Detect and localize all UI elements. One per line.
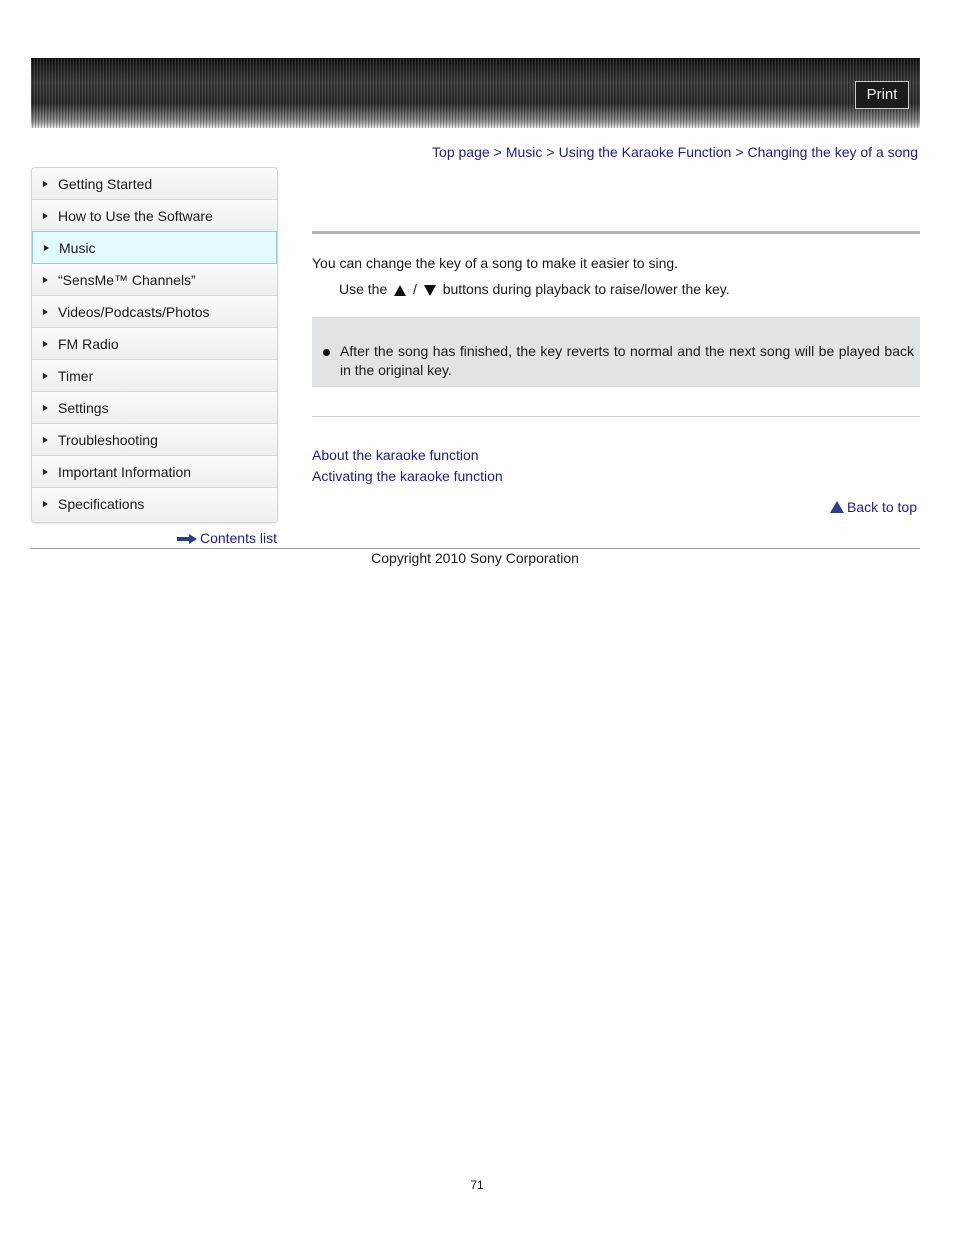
back-to-top-link[interactable] bbox=[830, 499, 917, 515]
note-text: After the song has finished, the key reverts to normal and the next song will be played back in the original key. bbox=[340, 343, 914, 378]
sidebar-item-label: Important Information bbox=[58, 464, 192, 480]
sidebar-item-settings[interactable] bbox=[32, 392, 277, 424]
chevron-right-icon bbox=[43, 309, 48, 315]
breadcrumb-karaoke-function[interactable]: Using the Karaoke Function bbox=[558, 144, 732, 160]
sidebar-item-label: Videos/Podcasts/Photos bbox=[58, 304, 210, 320]
sidebar-item-sensme-channels[interactable] bbox=[32, 264, 277, 296]
copyright-text bbox=[0, 550, 954, 566]
print-button[interactable]: Print bbox=[855, 81, 909, 109]
copyright-label: Copyright 2010 Sony Corporation bbox=[371, 550, 579, 566]
sidebar-item-fm-radio[interactable] bbox=[32, 328, 277, 360]
chevron-right-icon bbox=[43, 213, 48, 219]
sidebar-item-videos-podcasts-photos[interactable] bbox=[32, 296, 277, 328]
back-to-top-label: Back to top bbox=[846, 499, 917, 515]
chevron-right-icon bbox=[43, 469, 48, 475]
breadcrumb bbox=[432, 144, 918, 160]
sidebar-item-label: Troubleshooting bbox=[58, 432, 158, 448]
step-prefix: Use the bbox=[339, 281, 388, 297]
breadcrumb-separator: > bbox=[546, 144, 555, 160]
sidebar-item-label: Music bbox=[59, 240, 96, 256]
chevron-right-icon bbox=[44, 245, 49, 251]
related-link-about-karaoke[interactable]: About the karaoke function bbox=[312, 447, 479, 463]
footer-divider bbox=[31, 548, 920, 549]
title-divider bbox=[312, 231, 920, 234]
chevron-right-icon bbox=[43, 277, 48, 283]
sidebar-item-important-information[interactable] bbox=[32, 456, 277, 488]
down-triangle-icon bbox=[424, 285, 436, 296]
sidebar-item-music[interactable] bbox=[32, 231, 277, 264]
up-arrow-icon bbox=[830, 501, 844, 513]
arrow-right-icon bbox=[177, 534, 197, 544]
breadcrumb-separator: > bbox=[735, 144, 744, 160]
header-banner bbox=[31, 58, 920, 128]
contents-list-label: Contents list bbox=[199, 530, 277, 546]
up-triangle-icon bbox=[394, 285, 406, 296]
note-box bbox=[312, 317, 920, 387]
chevron-right-icon bbox=[43, 341, 48, 347]
chevron-right-icon bbox=[43, 405, 48, 411]
sidebar-item-label: How to Use the Software bbox=[58, 208, 213, 224]
sidebar-item-label: Settings bbox=[58, 400, 109, 416]
sidebar-item-label: “SensMe™ Channels” bbox=[58, 272, 196, 288]
sidebar-item-label: Specifications bbox=[58, 496, 145, 512]
sidebar-item-label: FM Radio bbox=[58, 336, 119, 352]
chevron-right-icon bbox=[43, 181, 48, 187]
sidebar-item-label: Timer bbox=[58, 368, 94, 384]
sidebar-item-how-to-use-software[interactable] bbox=[32, 200, 277, 232]
breadcrumb-current-page[interactable]: Changing the key of a song bbox=[747, 144, 918, 160]
sidebar-item-label: Getting Started bbox=[58, 176, 153, 192]
step-instruction bbox=[339, 281, 730, 297]
related-link-activating-karaoke[interactable]: Activating the karaoke function bbox=[312, 468, 503, 484]
step-suffix: buttons during playback to raise/lower the key. bbox=[442, 281, 730, 297]
bullet-icon bbox=[323, 349, 330, 356]
section-divider bbox=[312, 416, 920, 417]
sidebar-item-timer[interactable] bbox=[32, 360, 277, 392]
chevron-right-icon bbox=[43, 437, 48, 443]
chevron-right-icon bbox=[43, 501, 48, 507]
intro-text: You can change the key of a song to make it easier to sing. bbox=[312, 255, 679, 271]
breadcrumb-music[interactable]: Music bbox=[505, 144, 543, 160]
page-number: 71 bbox=[470, 1178, 484, 1192]
contents-list-link[interactable] bbox=[177, 530, 277, 546]
breadcrumb-top-page[interactable]: Top page bbox=[432, 144, 490, 160]
sidebar-item-specifications[interactable] bbox=[32, 488, 277, 522]
chevron-right-icon bbox=[43, 373, 48, 379]
sidebar-nav bbox=[31, 167, 278, 523]
sidebar-item-getting-started[interactable] bbox=[32, 168, 277, 200]
breadcrumb-separator: > bbox=[493, 144, 502, 160]
step-slash: / bbox=[413, 281, 417, 297]
sidebar-item-troubleshooting[interactable] bbox=[32, 424, 277, 456]
